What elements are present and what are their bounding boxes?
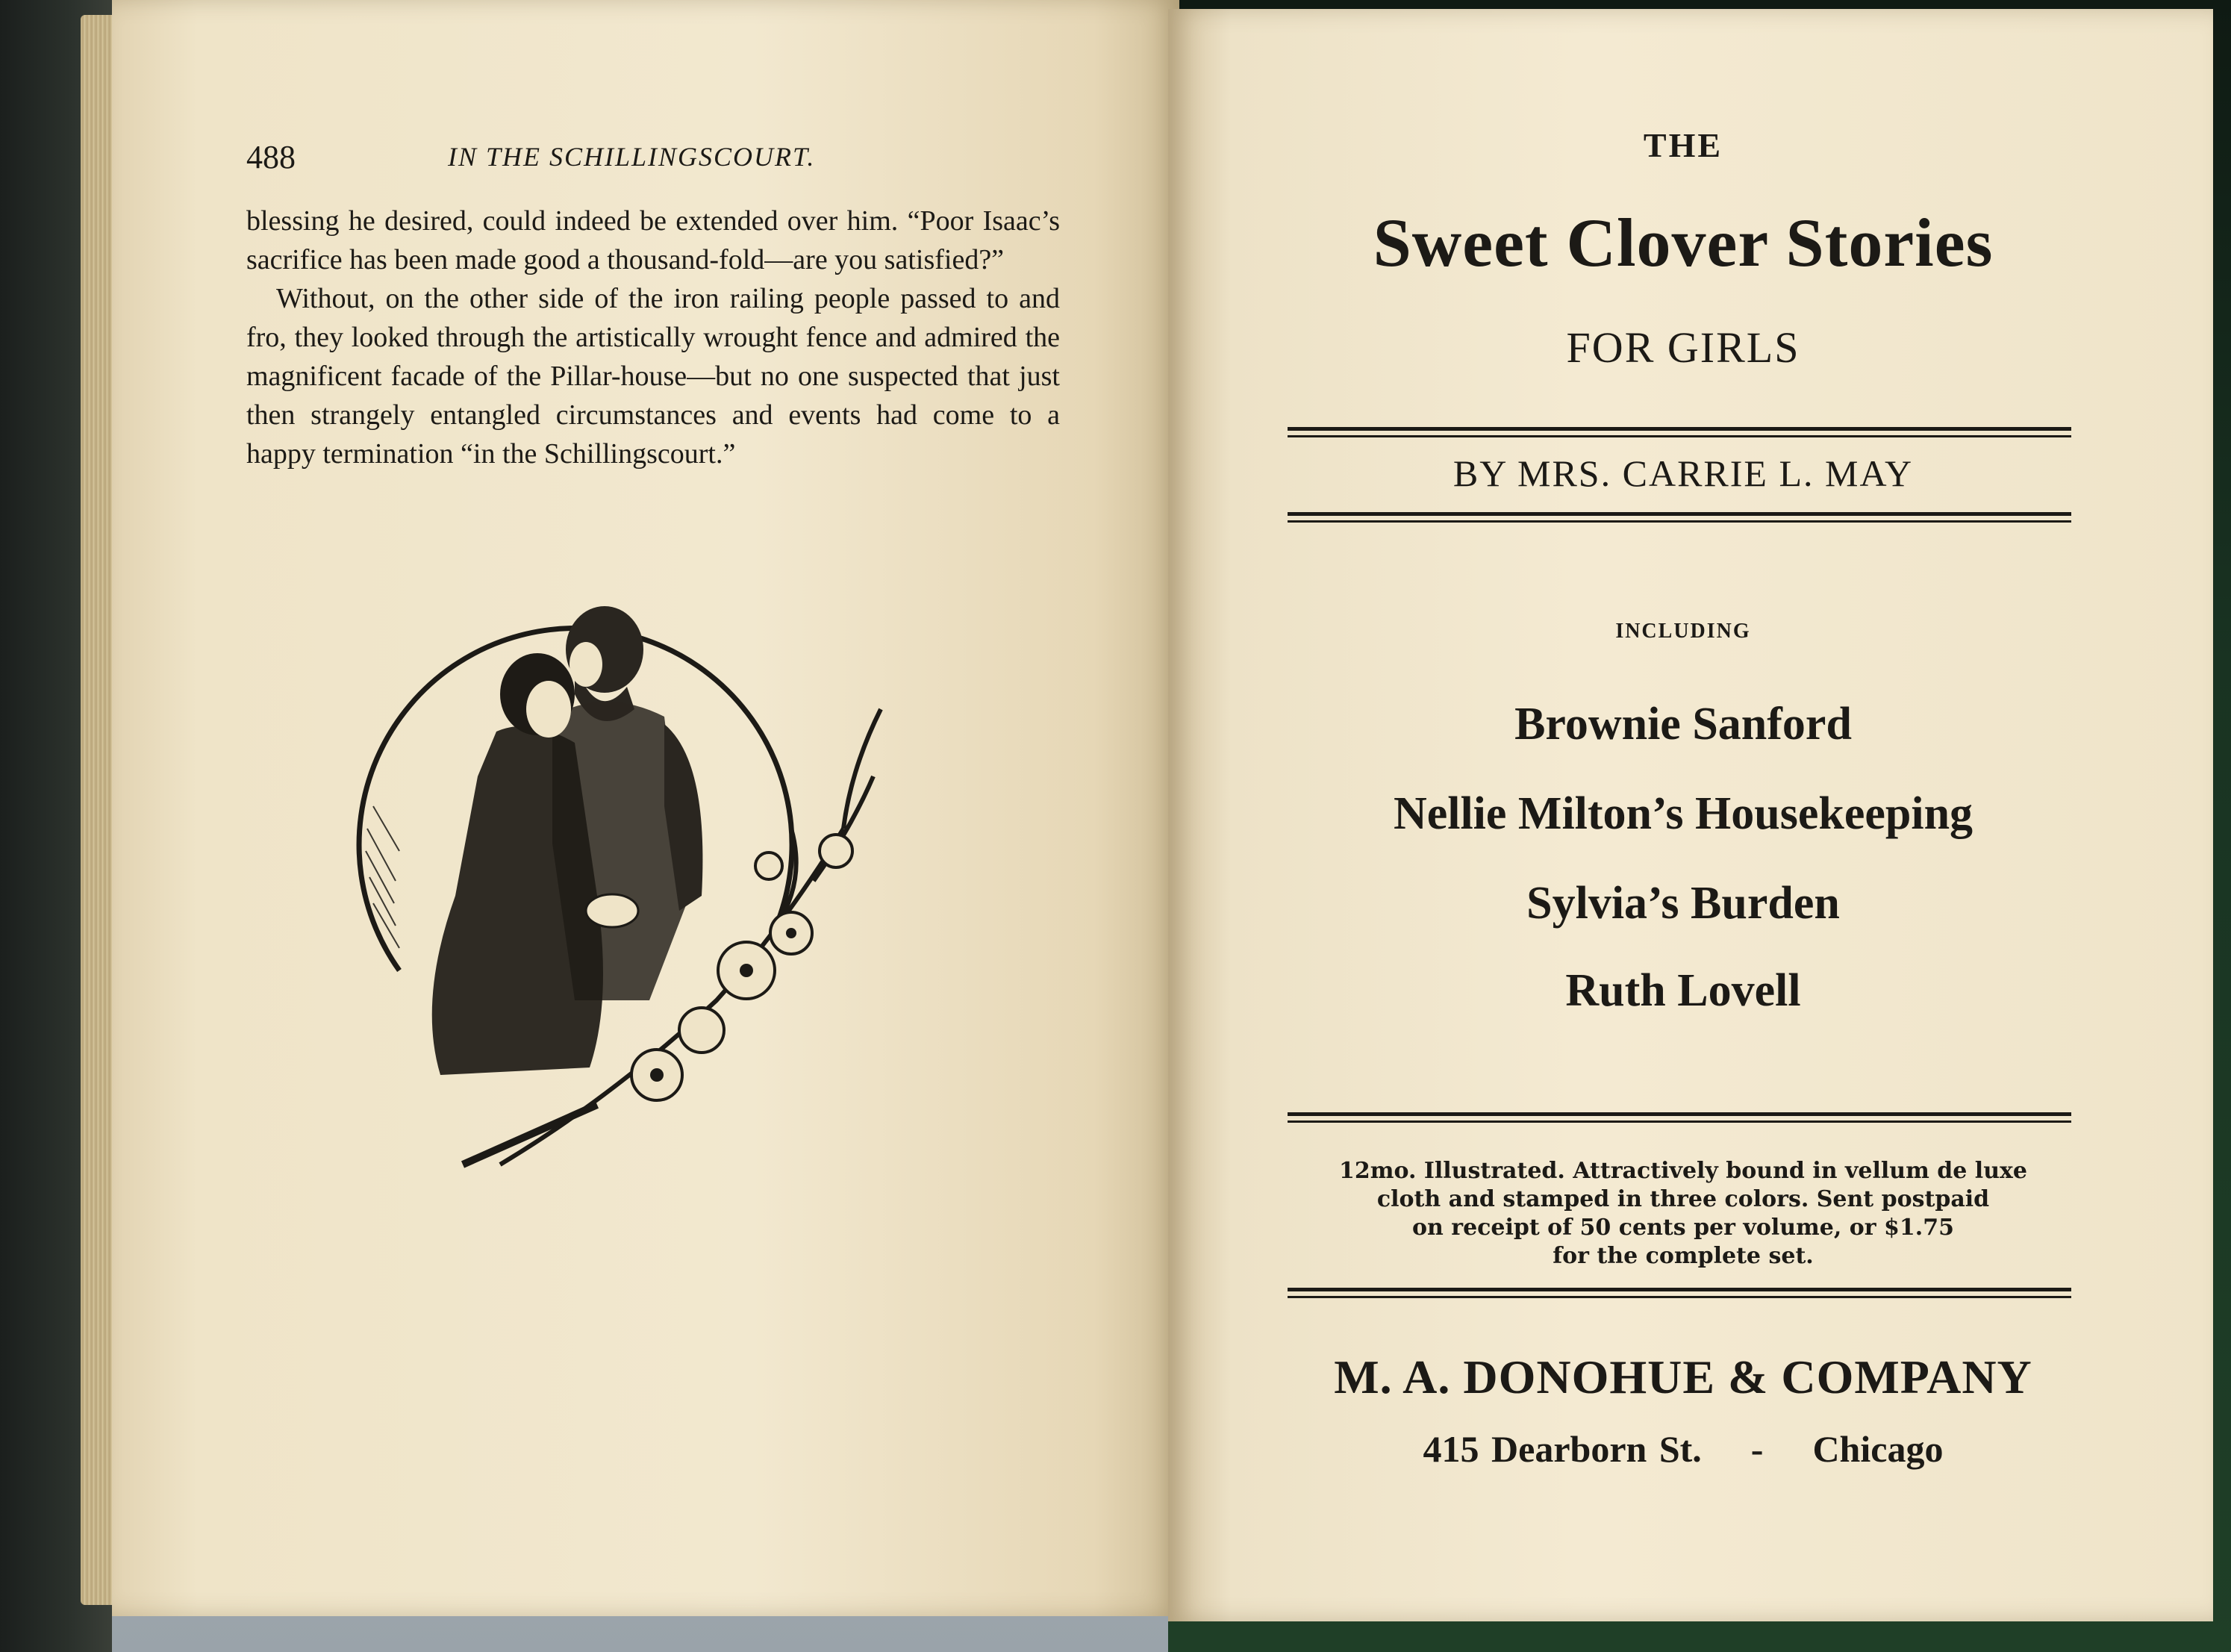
city: Chicago [1812,1428,1944,1470]
double-rule [1288,1112,2071,1123]
double-rule [1288,427,2071,437]
series-title: Sweet Clover Stories [1373,205,1994,281]
running-head [246,131,1082,190]
story-title: Nellie Milton’s Housekeeping [1393,788,1973,839]
couple-illustration [328,582,948,1224]
description-line: for the complete set. [1553,1243,1814,1269]
paragraph: Without, on the other side of the iron railing people passed to and fro, they looked through the artistically wrought fence and admired the magnificent facade of the Pillar-house—but no one suspected that just then strangely entangled circumstances and events had come to a happy termination “in the Schillingscourt.” [246,283,1060,470]
description-line: 12mo. Illustrated. Attractively bound in vellum de luxe [1338,1158,2027,1184]
double-rule [1288,1288,2071,1298]
double-rule [1288,512,2071,523]
publisher-address [1280,1427,2086,1471]
street-address: 415 Dearborn St. [1423,1428,1702,1470]
description-line: on receipt of 50 cents per volume, or $1.75 [1412,1215,1954,1241]
author-line: BY MRS. CARRIE L. MAY [1453,452,1914,494]
publisher-name: M. A. DONOHUE & COMPANY [1334,1350,2032,1403]
story-title: Ruth Lovell [1565,965,1801,1016]
story-title: Brownie Sanford [1514,699,1852,749]
subtitle-for-girls: FOR GIRLS [1566,323,1800,372]
address-separator: - [1750,1428,1764,1470]
description-line: cloth and stamped in three colors. Sent postpaid [1376,1186,1990,1212]
body-text [246,202,1060,473]
page-number: 488 [246,139,296,175]
title-the: THE [1643,126,1723,164]
paragraph: blessing he desired, could indeed be extended over him. “Poor Isaac’s sacrifice has been made good a thousand-fold—are you satisfied?” [246,205,1060,275]
running-title: IN THE SCHILLINGSCOURT. [448,142,816,172]
description [1280,1157,2086,1271]
story-title: Sylvia’s Burden [1526,878,1840,929]
including-label: INCLUDING [1615,620,1751,643]
